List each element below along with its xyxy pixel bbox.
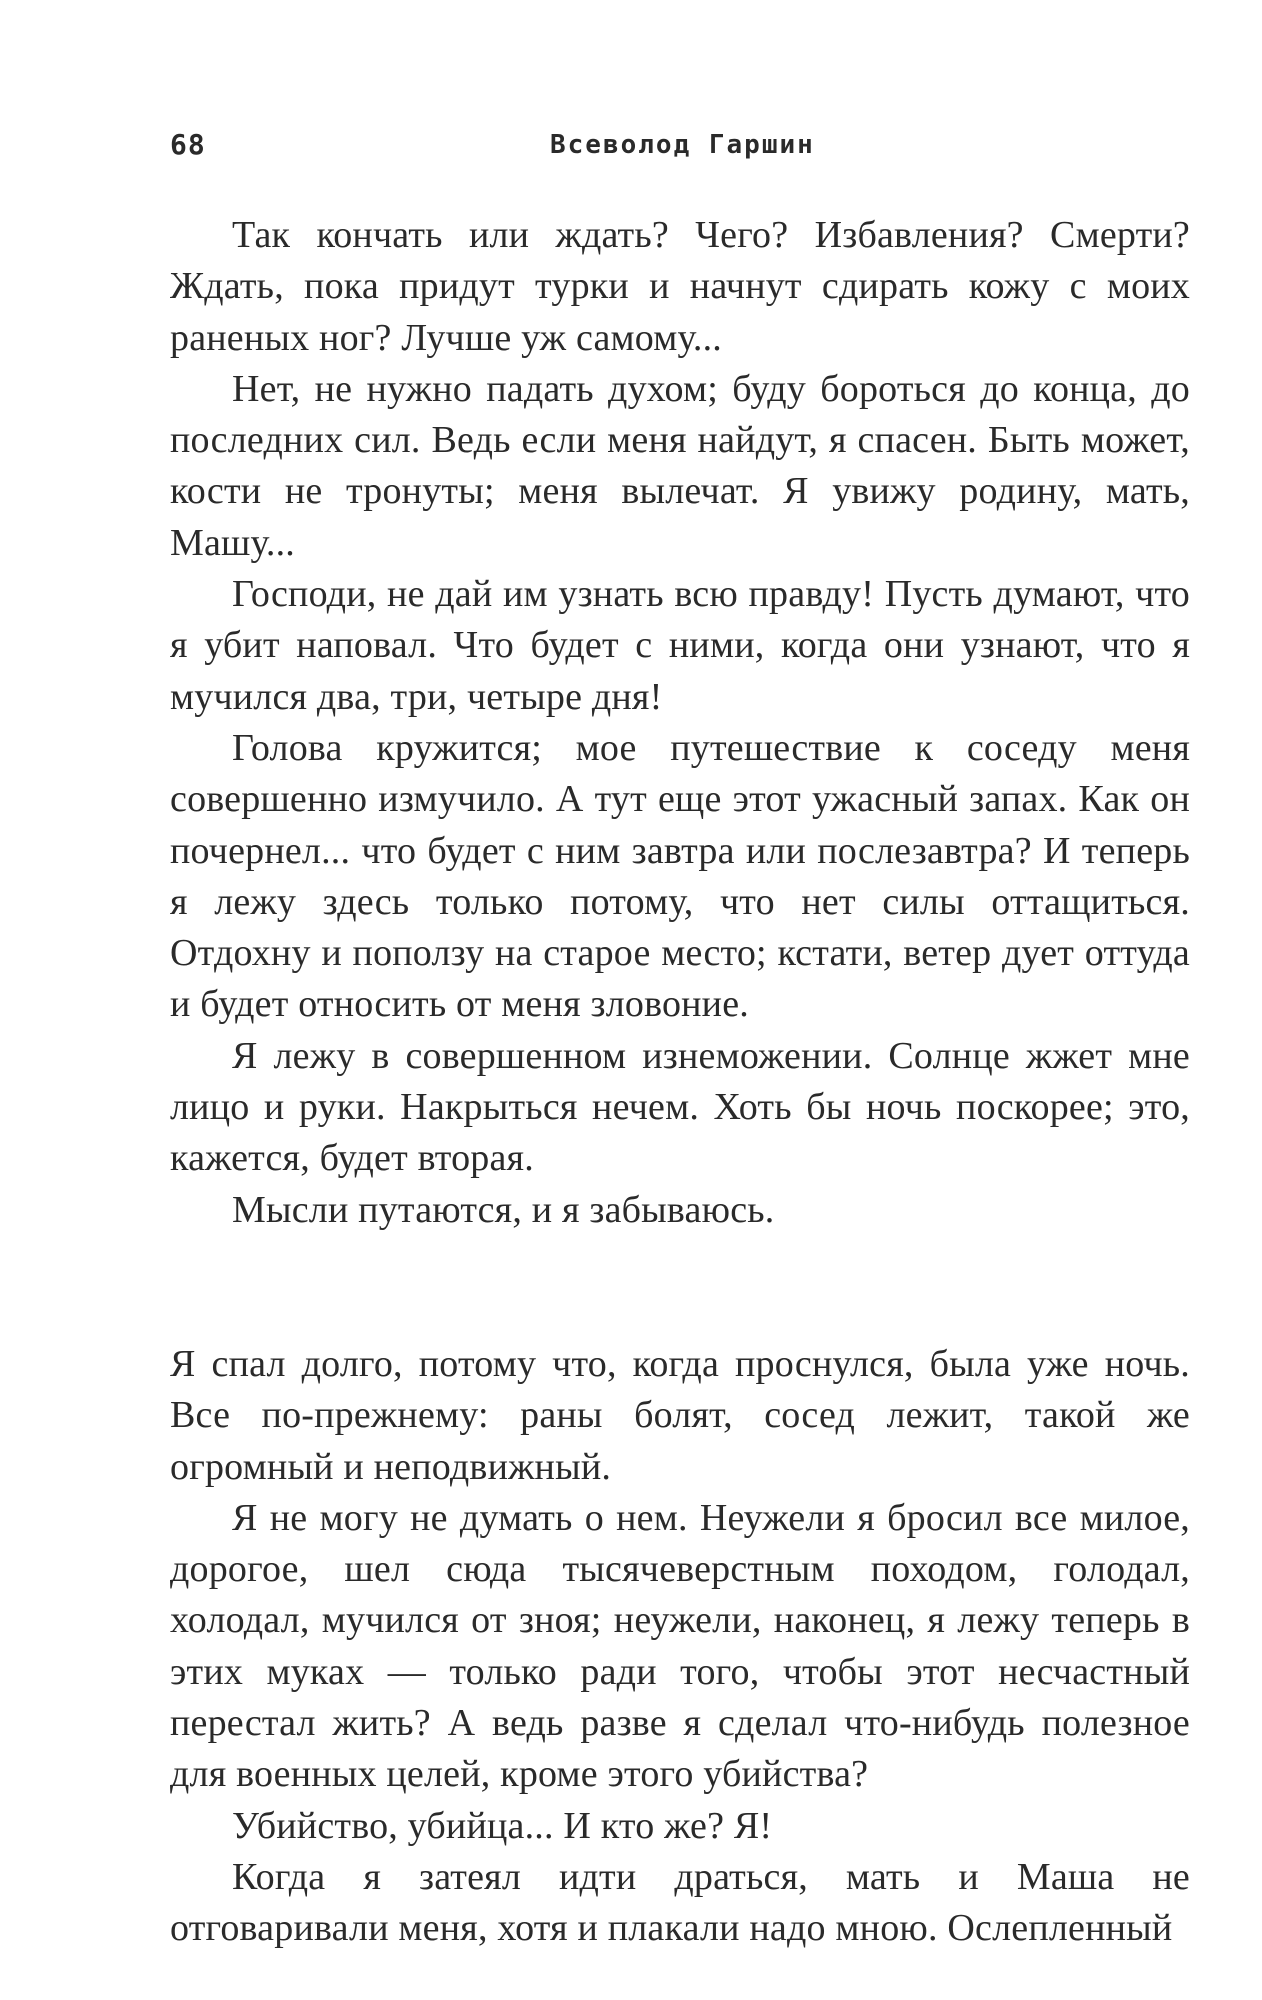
paragraph: Я не могу не думать о нем. Неужели я бросил все милое, дорогое, шел сюда тысячеверстным походом, голодал, холодал, мучился от зноя; неужели, наконец, я лежу теперь в этих муках — только ради того, чтобы этот несчастный перестал жить? А ведь разве я сделал что-нибудь полезное для военных целей, кроме этого убийства? [170,1496,1190,1796]
paragraph: Голова кружится; мое путешествие к соседу меня совершенно измучило. А тут еще этот ужасный запах. Как он почернел... что будет с ним завтра или послезавтра? И теперь я лежу здесь только потому, что нет силы оттащиться. Отдохну и поползу на старое место; кстати, ветер дует оттуда и будет относить от меня зловоние. [170,726,1190,1026]
paragraph: Мысли путаются, и я забываюсь. [232,1188,775,1231]
paragraph: Когда я затеял идти драться, мать и Маша не отговаривали меня, хотя и плакали надо мною. Ослепленный [170,1855,1190,1950]
paragraph: Так кончать или ждать? Чего? Избавления? Смерти? Ждать, пока придут турки и начнут сдирать кожу с моих раненых ног? Лучше уж самому... [170,214,1190,359]
paragraph: Я лежу в совершенном изнеможении. Солнце жжет мне лицо и руки. Накрыться нечем. Хоть бы ночь поскорее; это, кажется, будет вторая. [170,1034,1190,1180]
page-header [170,128,1190,168]
paragraph: Нет, не нужно падать духом; буду бороться до конца, до последних сил. Ведь если меня найдут, я спасен. Быть может, кости не тронуты; меня вылечат. Я увижу родину, мать, Машу... [170,367,1190,564]
running-title: Всеволод Гаршин [550,130,815,160]
section-break [170,1236,1190,1339]
paragraph: Я спал долго, потому что, когда проснулся, была уже ночь. Все по-прежнему: раны болят, сосед лежит, такой же огромный и неподвижный. [170,1342,1190,1488]
body-text [170,210,1190,1955]
paragraph: Убийство, убийца... И кто же? Я! [232,1804,773,1847]
paragraph: Господи, не дай им узнать всю правду! Пусть думают, что я убит наповал. Что будет с ними, когда они узнают, что я мучился два, три, четыре дня! [170,573,1190,718]
page-number: 68 [170,128,206,161]
